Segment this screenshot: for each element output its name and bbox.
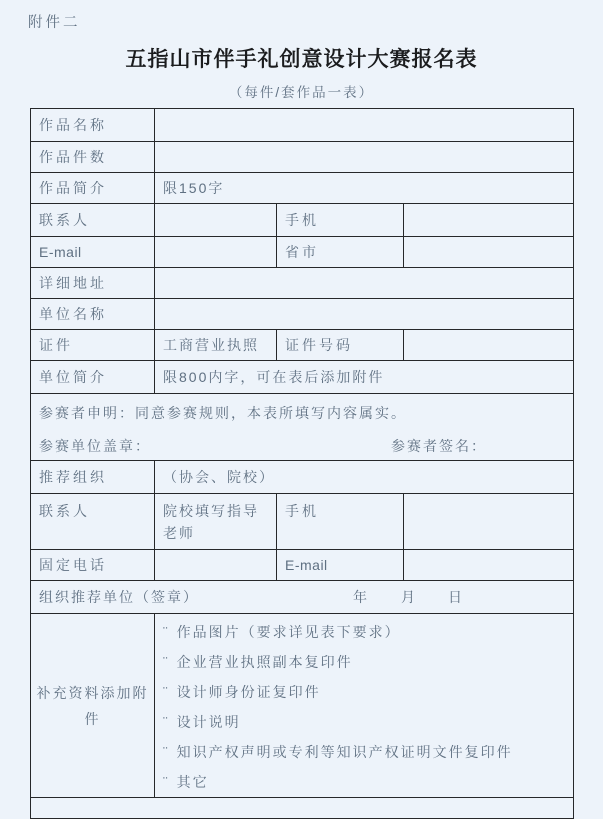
checkbox-icon[interactable]: ¨ (163, 744, 170, 760)
checkbox-icon[interactable]: ¨ (163, 624, 170, 640)
table-row (31, 109, 574, 142)
signature-label: 参赛者签名： (391, 438, 487, 454)
attachment-option-label: 作品图片（要求详见表下要求） (176, 624, 401, 640)
work-intro-label: 作品简介 (31, 173, 155, 204)
page-subtitle: （每件/套作品一表） (228, 85, 375, 100)
checkbox-icon[interactable]: ¨ (163, 774, 170, 790)
certificate-label: 证件 (31, 330, 155, 361)
table-row (31, 268, 574, 299)
checkbox-icon[interactable]: ¨ (163, 684, 170, 700)
org-mobile-label: 手机 (277, 494, 404, 550)
table-row (31, 237, 574, 268)
landline-field[interactable] (155, 550, 277, 581)
attachment-option[interactable] (163, 737, 565, 767)
table-row (31, 394, 574, 461)
certificate-type-value: 工商营业执照 (155, 330, 277, 361)
work-count-label: 作品件数 (31, 142, 155, 173)
attachment-option-label: 其它 (176, 774, 209, 790)
table-row (31, 581, 574, 614)
work-count-field[interactable] (155, 142, 574, 173)
org-mobile-field[interactable] (404, 494, 574, 550)
attachment-option-label: 企业营业执照副本复印件 (176, 654, 353, 670)
work-name-field[interactable] (155, 109, 574, 142)
recommend-org-label: 推荐组织 (31, 461, 155, 494)
certificate-no-field[interactable] (404, 330, 574, 361)
checkbox-icon[interactable]: ¨ (163, 654, 170, 670)
org-email-label: E-mail (277, 550, 404, 581)
province-label: 省市 (277, 237, 404, 268)
clipped-bottom-row (31, 798, 574, 819)
org-contact-label: 联系人 (31, 494, 155, 550)
org-contact-hint[interactable]: 院校填写指导老师 (155, 494, 277, 550)
attachments-list (155, 614, 574, 798)
contact-label: 联系人 (31, 204, 155, 237)
org-email-field[interactable] (404, 550, 574, 581)
unit-name-label: 单位名称 (31, 299, 155, 330)
table-row (31, 550, 574, 581)
date-year-label: 年 (353, 589, 369, 605)
attachment-option[interactable] (163, 617, 565, 647)
email-label: E-mail (31, 237, 155, 268)
registration-form-table (30, 108, 574, 819)
contact-field[interactable] (155, 204, 277, 237)
attachment-option[interactable] (163, 677, 565, 707)
attachment-option-label: 设计说明 (176, 714, 241, 730)
landline-label: 固定电话 (31, 550, 155, 581)
org-seal-cell (31, 581, 574, 614)
attachment-option[interactable] (163, 647, 565, 677)
date-month-label: 月 (401, 589, 417, 605)
declaration-cell (31, 394, 574, 461)
email-field[interactable] (155, 237, 277, 268)
unit-seal-label: 参赛单位盖章： (39, 438, 151, 454)
checkbox-icon[interactable]: ¨ (163, 714, 170, 730)
unit-name-field[interactable] (155, 299, 574, 330)
table-row (31, 330, 574, 361)
unit-intro-label: 单位简介 (31, 361, 155, 394)
table-row (31, 361, 574, 394)
table-row (31, 494, 574, 550)
attachment-option[interactable] (163, 767, 565, 797)
certificate-no-label: 证件号码 (277, 330, 404, 361)
table-row (31, 299, 574, 330)
attachment-option-label: 设计师身份证复印件 (176, 684, 321, 700)
attachment-option-label: 知识产权声明或专利等知识产权证明文件复印件 (176, 744, 513, 760)
attachments-label: 补充资料添加附件 (31, 614, 155, 798)
attachment-number-note: 附件二 (28, 15, 81, 31)
org-seal-label: 组织推荐单位（签章） (39, 589, 199, 605)
table-row (31, 204, 574, 237)
attachment-option[interactable] (163, 707, 565, 737)
province-field[interactable] (404, 237, 574, 268)
date-day-label: 日 (448, 589, 464, 605)
unit-intro-field[interactable]: 限800内字，可在表后添加附件 (155, 361, 574, 394)
address-field[interactable] (155, 268, 574, 299)
table-row (31, 461, 574, 494)
work-name-label: 作品名称 (31, 109, 155, 142)
mobile-field[interactable] (404, 204, 574, 237)
table-row (31, 798, 574, 819)
table-row (31, 614, 574, 798)
table-row (31, 142, 574, 173)
work-intro-field[interactable]: 限150字 (155, 173, 574, 204)
address-label: 详细地址 (31, 268, 155, 299)
table-row (31, 173, 574, 204)
page-title: 五指山市伴手礼创意设计大赛报名表 (125, 48, 478, 71)
declaration-text: 参赛者申明：同意参赛规则，本表所填写内容属实。 (39, 405, 407, 421)
recommend-org-field[interactable]: （协会、院校） (155, 461, 574, 494)
mobile-label: 手机 (277, 204, 404, 237)
